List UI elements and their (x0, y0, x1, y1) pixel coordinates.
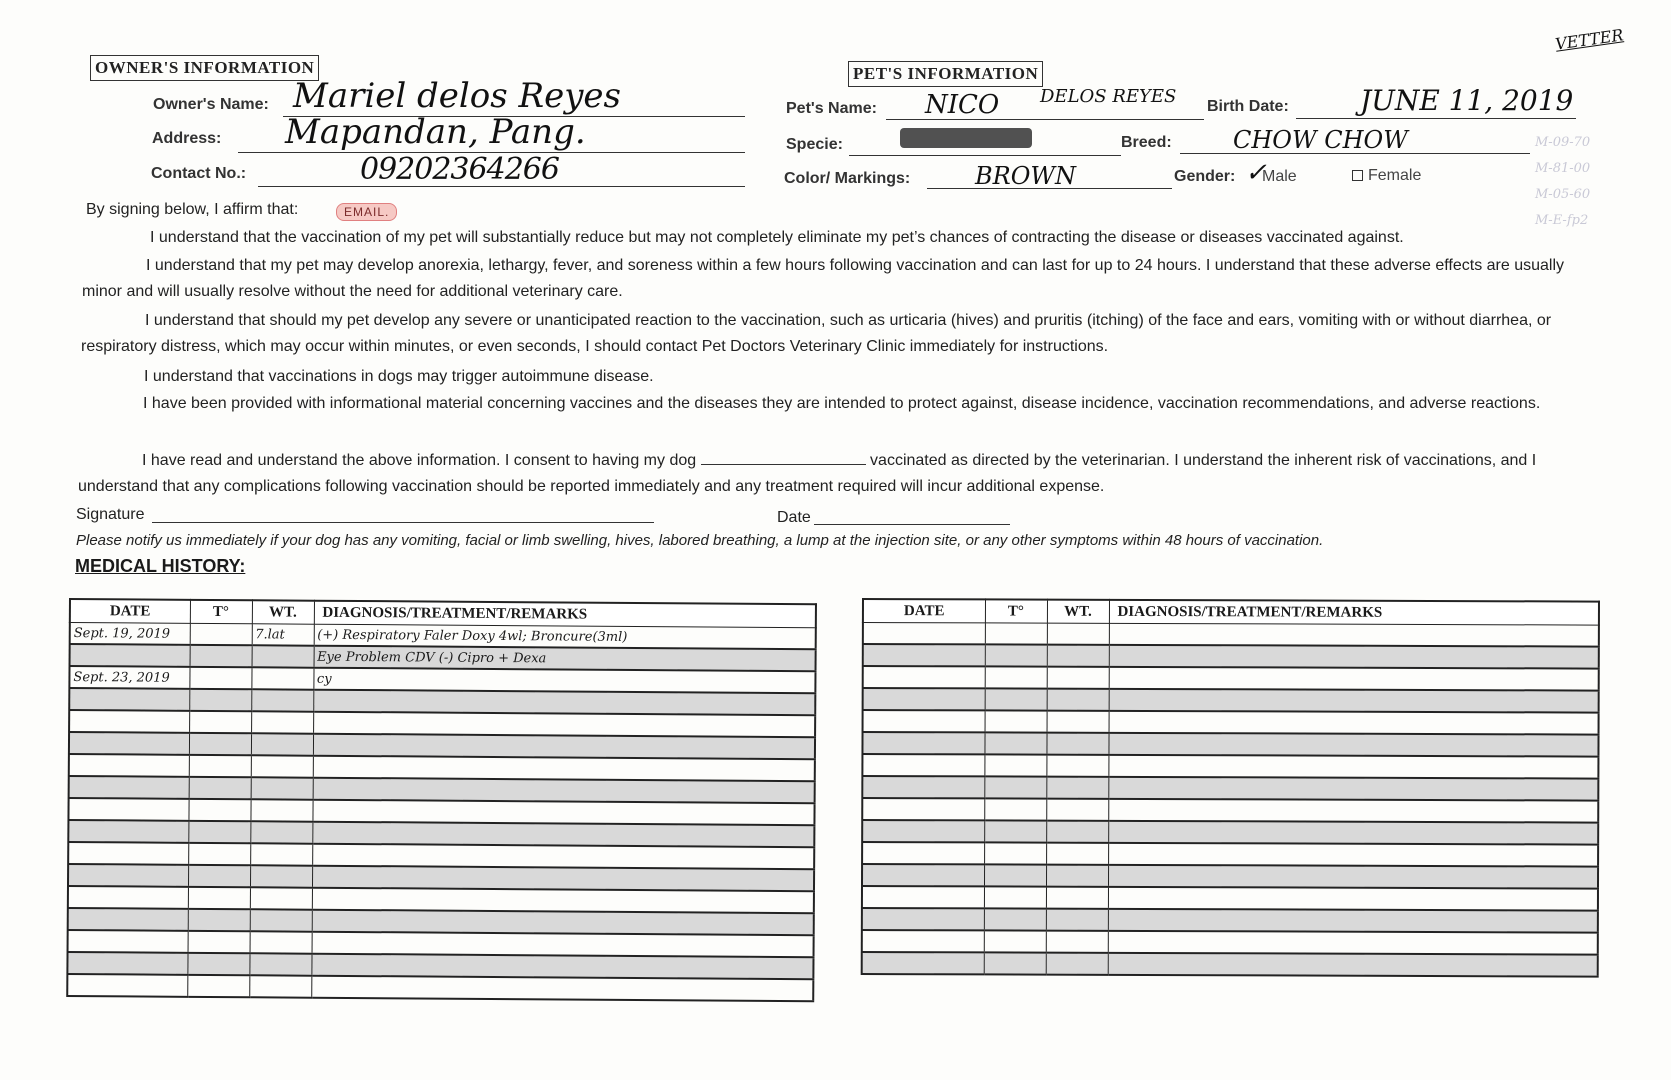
cell-wt[interactable] (250, 909, 312, 931)
cell-wt[interactable] (1046, 755, 1108, 777)
date-label: Date (777, 509, 811, 526)
cell-wt[interactable] (250, 887, 312, 909)
consent-paragraph-5 (79, 391, 1581, 417)
breed-value[interactable]: CHOW CHOW (1233, 126, 1408, 154)
table-row (862, 886, 1598, 911)
cell-date[interactable] (68, 908, 188, 931)
consent-paragraph-2 (82, 253, 1584, 305)
cell-date[interactable] (68, 798, 188, 821)
cell-date[interactable] (862, 820, 984, 842)
consent-p3-text: I understand that should my pet develop any severe or unanticipated reaction to the vaccination, such as urticaria (hives) and pruritis (itching) of the face and ears, vomiting with or without diarrhea, or respiratory distress, which may occur within minutes, or even seconds, I should contact Pet Doctors Veterinary Clinic immediately for instructions. (81, 312, 1552, 355)
cell-temp[interactable] (984, 930, 1046, 952)
cell-temp[interactable] (187, 975, 249, 997)
cell-wt[interactable] (251, 667, 313, 689)
table-row (862, 732, 1598, 757)
table-row (863, 644, 1599, 669)
consent-p4-text: I understand that vaccinations in dogs may trigger autoimmune disease. (144, 368, 654, 385)
cell-temp[interactable] (188, 843, 250, 865)
color-markings-label: Color/ Markings: (784, 170, 911, 187)
cell-wt[interactable] (250, 799, 312, 821)
cell-date[interactable] (862, 754, 984, 776)
cell-date[interactable] (67, 952, 187, 975)
table-row (863, 710, 1599, 735)
cell-temp[interactable] (985, 688, 1047, 710)
col-header-remarks: DIAGNOSIS/TREATMENT/REMARKS (314, 601, 816, 628)
cell-temp[interactable] (189, 667, 251, 689)
cell-date[interactable] (67, 974, 187, 997)
pet-surname-value[interactable]: DELOS REYES (1040, 86, 1177, 107)
col-header-date: DATE (863, 599, 985, 623)
birth-date-label: Birth Date: (1207, 98, 1289, 115)
corner-stamp: VETTER (1554, 25, 1625, 54)
cell-date[interactable] (862, 798, 984, 820)
cell-wt[interactable] (250, 865, 312, 887)
cell-temp[interactable] (985, 623, 1047, 645)
cell-remarks[interactable] (1108, 843, 1598, 867)
cell-date[interactable] (863, 688, 985, 710)
cell-wt[interactable] (1047, 623, 1109, 645)
cell-wt[interactable] (251, 755, 313, 777)
cell-remarks[interactable] (1109, 689, 1599, 713)
gender-female-checkbox[interactable] (1352, 170, 1363, 181)
consent-p1-text: I understand that the vaccination of my pet will substantially reduce but may not completely eliminate my pet’s chances of contracting the disease or diseases vaccinated against. (150, 229, 1404, 246)
cell-temp[interactable] (984, 952, 1046, 974)
col-header-date: DATE (70, 599, 190, 623)
gender-female-option[interactable] (1352, 167, 1421, 185)
table-row (862, 930, 1598, 955)
table-row (862, 842, 1598, 867)
table-row (862, 798, 1598, 823)
cell-wt[interactable] (1046, 733, 1108, 755)
cell-date[interactable] (69, 710, 189, 733)
cell-temp[interactable] (188, 931, 250, 953)
specie-line (849, 155, 1121, 156)
consent-p6a-text: I have read and understand the above information. I consent to having my dog (142, 452, 697, 469)
cell-date[interactable] (863, 644, 985, 666)
cell-remarks[interactable] (311, 976, 813, 1002)
cell-remarks[interactable] (1108, 865, 1598, 889)
cell-wt[interactable] (250, 821, 312, 843)
consent-paragraph-6 (78, 448, 1582, 500)
bleed-mark: M-09-70 (1535, 135, 1591, 150)
birth-date-line (1296, 118, 1576, 119)
cell-date[interactable] (862, 952, 984, 974)
cell-wt[interactable] (1046, 887, 1108, 909)
notice-text: Please notify us immediately if your dog has any vomiting, facial or limb swelling, hives, labored breathing, a lump at the injection site, or any other symptoms within 48 hours of vaccination. (76, 532, 1324, 549)
cell-date[interactable]: Sept. 19, 2019 (70, 623, 190, 645)
address-value[interactable]: Mapandan, Pang. (285, 112, 586, 152)
cell-remarks[interactable] (1109, 711, 1599, 735)
cell-wt[interactable] (1047, 645, 1109, 667)
consent-paragraph-1 (86, 225, 1586, 251)
cell-date[interactable] (68, 842, 188, 865)
cell-wt[interactable] (250, 843, 312, 865)
cell-remarks[interactable] (1108, 887, 1598, 911)
cell-date[interactable] (862, 908, 984, 930)
table-row (862, 754, 1598, 779)
contact-value[interactable]: 09202364266 (360, 152, 559, 187)
cell-wt[interactable] (1046, 821, 1108, 843)
cell-remarks[interactable] (1109, 645, 1599, 669)
cell-date[interactable] (68, 864, 188, 887)
cell-temp[interactable] (188, 865, 250, 887)
birth-date-value[interactable]: JUNE 11, 2019 (1360, 84, 1574, 117)
bleed-through-marks (1535, 130, 1645, 234)
cell-wt[interactable] (249, 953, 311, 975)
cell-temp[interactable] (188, 887, 250, 909)
contact-label: Contact No.: (151, 165, 247, 182)
cell-wt[interactable] (1046, 799, 1108, 821)
cell-wt[interactable] (251, 689, 313, 711)
cell-temp[interactable] (985, 644, 1047, 666)
color-markings-value[interactable]: BROWN (975, 162, 1077, 190)
cell-wt[interactable] (1046, 865, 1108, 887)
cell-date[interactable] (863, 666, 985, 688)
specie-scribble (900, 128, 1032, 148)
cell-temp[interactable] (984, 908, 1046, 930)
cell-temp[interactable] (188, 909, 250, 931)
gender-male-option[interactable] (1262, 168, 1297, 186)
cell-date[interactable] (68, 930, 188, 953)
cell-wt[interactable] (1047, 667, 1109, 689)
table-row (862, 776, 1598, 801)
medical-history-table-left (66, 598, 817, 1002)
cell-temp[interactable] (984, 864, 1046, 886)
cell-temp[interactable] (190, 645, 252, 667)
consent-paragraph-4 (80, 364, 1580, 390)
cell-temp[interactable] (187, 953, 249, 975)
cell-date[interactable] (70, 644, 190, 667)
cell-remarks[interactable] (1108, 733, 1598, 757)
owner-name-label: Owner's Name: (153, 96, 269, 113)
cell-temp[interactable] (189, 755, 251, 777)
table-row (863, 666, 1599, 691)
table-row (862, 820, 1598, 845)
table-row (862, 908, 1598, 933)
cell-remarks[interactable] (1108, 799, 1598, 823)
pet-name-value[interactable]: NICO (925, 90, 1000, 120)
cell-date[interactable] (69, 732, 189, 755)
cell-remarks[interactable] (1108, 777, 1598, 801)
cell-temp[interactable] (189, 777, 251, 799)
cell-wt[interactable] (1046, 931, 1108, 953)
col-header-weight: WT. (252, 600, 314, 624)
cell-date[interactable] (68, 820, 188, 843)
consent-p2-text: I understand that my pet may develop anorexia, lethargy, fever, and soreness within a few hours following vaccination and can last for up to 24 hours. I understand that these adverse effects are usually minor and will usually resolve without the need for additional veterinary care. (82, 257, 1565, 300)
cell-wt[interactable] (1046, 953, 1108, 975)
cell-date[interactable] (862, 886, 984, 908)
signature-label: Signature (76, 506, 145, 523)
signature-line[interactable] (152, 522, 654, 523)
breed-label: Breed: (1121, 134, 1172, 151)
cell-date[interactable] (68, 886, 188, 909)
consent-intro: By signing below, I affirm that: (86, 201, 299, 218)
cell-date[interactable] (69, 688, 189, 711)
cell-remarks[interactable] (1109, 623, 1599, 646)
cell-temp[interactable] (984, 820, 1046, 842)
specie-label: Specie: (786, 136, 843, 153)
cell-date[interactable]: Sept. 23, 2019 (69, 666, 189, 689)
cell-remarks[interactable] (1108, 909, 1598, 933)
cell-date[interactable] (862, 776, 984, 798)
cell-temp[interactable] (984, 776, 1046, 798)
gender-female-label: Female (1368, 167, 1422, 184)
consent-p6b-text: vaccinated as directed by the veterinarian. I understand the inherent risk of vaccinations, and I understand that any complications following vaccination should be reported immediately and any treatment required will incur additional expense. (78, 452, 1537, 495)
email-stamp: EMAIL. (336, 203, 397, 221)
table-header-row (863, 599, 1599, 625)
cell-temp[interactable] (984, 842, 1046, 864)
cell-wt[interactable] (251, 777, 313, 799)
cell-date[interactable] (862, 930, 984, 952)
col-header-weight: WT. (1047, 600, 1109, 624)
cell-wt[interactable] (250, 931, 312, 953)
table-row (862, 864, 1598, 889)
pet-section-title: PET'S INFORMATION (848, 61, 1043, 87)
date-line[interactable] (814, 524, 1010, 525)
cell-remarks[interactable] (1108, 953, 1598, 977)
gender-label: Gender: (1174, 168, 1236, 185)
cell-temp[interactable] (985, 710, 1047, 732)
owner-section-title: OWNER'S INFORMATION (90, 55, 319, 81)
cell-temp[interactable] (984, 732, 1046, 754)
cell-wt[interactable] (1047, 689, 1109, 711)
consent-p5-text: I have been provided with informational material concerning vaccines and the diseases they are intended to protect against, disease incidence, vaccination recommendations, and adverse reactions. (143, 395, 1541, 412)
gender-check-mark: ✓ (1245, 158, 1267, 188)
dog-name-blank[interactable] (701, 450, 866, 465)
col-header-temp: T° (985, 599, 1047, 623)
bleed-mark: M-E-fp2 (1535, 213, 1589, 228)
cell-wt[interactable] (1046, 843, 1108, 865)
table-row (862, 952, 1598, 977)
cell-wt[interactable] (1046, 909, 1108, 931)
cell-date[interactable] (863, 623, 985, 645)
cell-date[interactable] (69, 754, 189, 777)
medical-history-table-right (861, 598, 1600, 978)
cell-temp[interactable] (984, 798, 1046, 820)
cell-remarks[interactable] (1109, 667, 1599, 691)
cell-wt[interactable] (1046, 777, 1108, 799)
table-row (863, 688, 1599, 713)
bleed-mark: M-05-60 (1535, 187, 1591, 202)
cell-temp[interactable] (189, 689, 251, 711)
cell-remarks[interactable]: (+) Respiratory Faler Doxy 4wl; Broncure(3ml) (314, 624, 816, 649)
cell-temp[interactable] (188, 821, 250, 843)
cell-wt[interactable] (252, 645, 314, 667)
cell-date[interactable] (862, 732, 984, 754)
cell-wt[interactable]: 7.lat (252, 624, 314, 646)
owner-name-value[interactable]: Mariel delos Reyes (293, 76, 621, 116)
cell-date[interactable] (863, 710, 985, 732)
cell-wt[interactable] (1047, 711, 1109, 733)
cell-wt[interactable] (251, 733, 313, 755)
cell-date[interactable] (862, 864, 984, 886)
cell-temp[interactable] (189, 733, 251, 755)
cell-temp[interactable] (188, 799, 250, 821)
cell-remarks[interactable]: cy (313, 668, 815, 694)
cell-temp[interactable] (984, 886, 1046, 908)
cell-wt[interactable] (249, 975, 311, 997)
table-row (863, 623, 1599, 647)
cell-wt[interactable] (251, 711, 313, 733)
bleed-mark: M-81-00 (1535, 161, 1591, 176)
col-header-remarks: DIAGNOSIS/TREATMENT/REMARKS (1109, 600, 1599, 625)
consent-paragraph-3 (81, 308, 1583, 360)
address-label: Address: (152, 130, 222, 147)
cell-temp[interactable] (985, 666, 1047, 688)
cell-remarks[interactable] (1108, 755, 1598, 779)
cell-date[interactable] (862, 842, 984, 864)
cell-remarks[interactable] (1108, 931, 1598, 955)
cell-date[interactable] (69, 776, 189, 799)
cell-temp[interactable] (190, 623, 252, 645)
table-row (67, 974, 813, 1001)
cell-temp[interactable] (189, 711, 251, 733)
gender-male-label: Male (1262, 168, 1297, 185)
medical-history-title: MEDICAL HISTORY: (75, 556, 246, 576)
cell-remarks[interactable]: Eye Problem CDV (-) Cipro + Dexa (314, 646, 816, 672)
pet-name-label: Pet's Name: (786, 100, 877, 117)
cell-remarks[interactable] (1108, 821, 1598, 845)
cell-temp[interactable] (984, 754, 1046, 776)
col-header-temp: T° (190, 600, 252, 624)
